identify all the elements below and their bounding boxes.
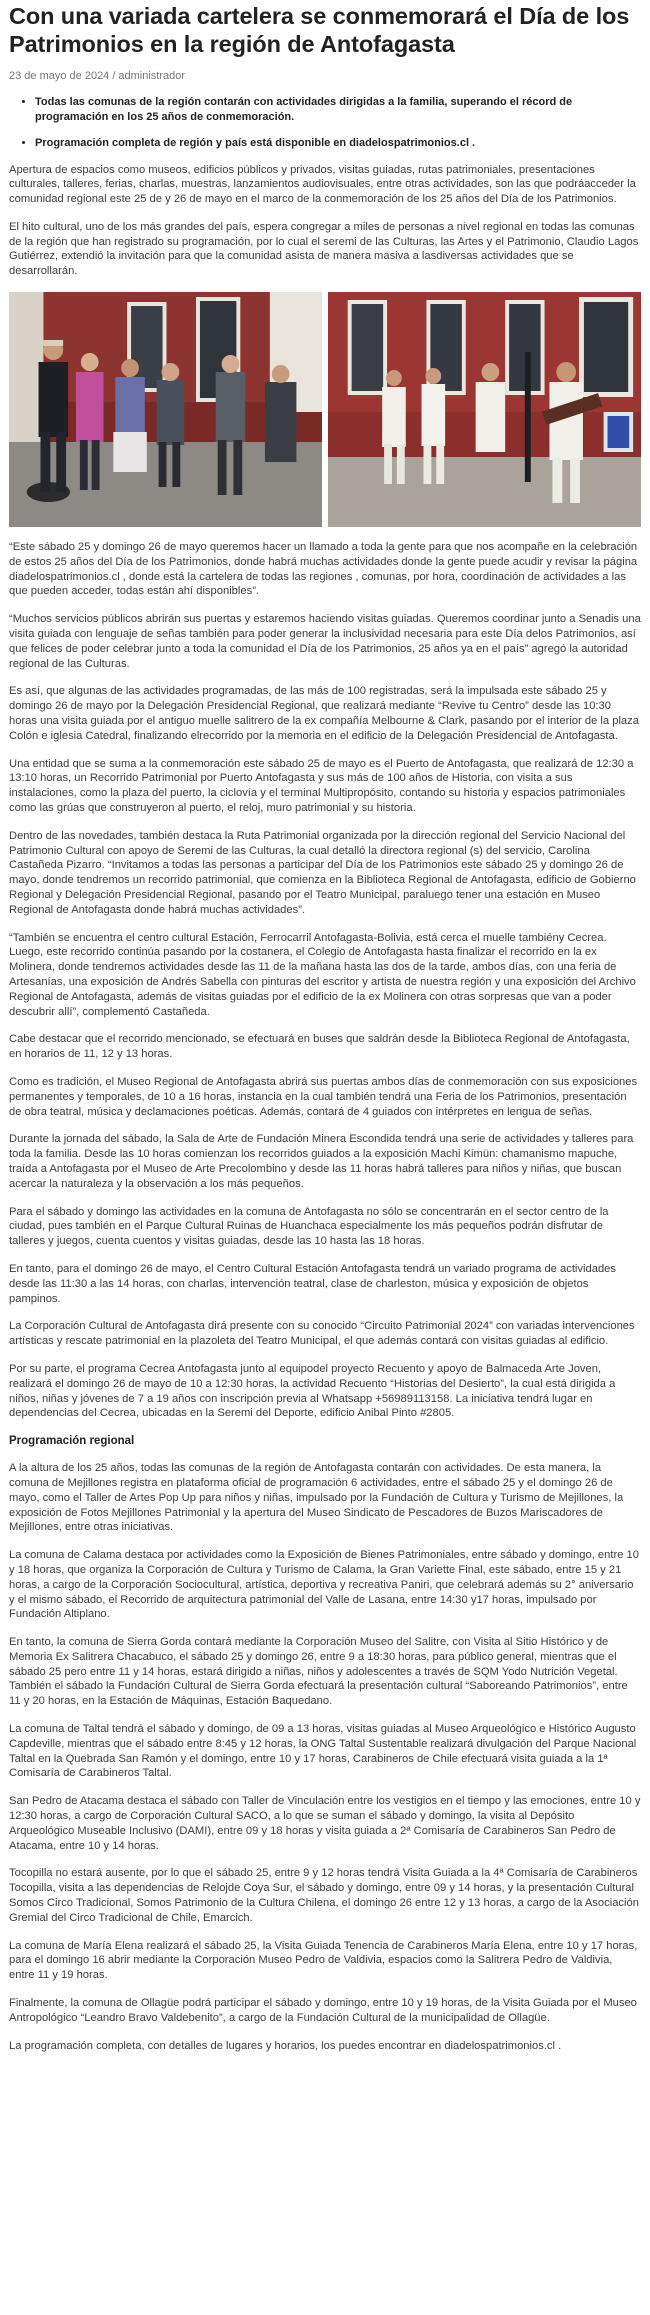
section-heading: Programación regional <box>9 1435 135 1448</box>
paragraph: “Este sábado 25 y domingo 26 de mayo queremos hacer un llamado a toda la gente para que nos acompañe en la celebración de estos 25 años del Día de los Patrimonios, donde habrá muchas actividades donde la gente puede acudir y revisar la página diadelospatrimonios.cl , donde está la cartelera de todas las regiones , comunas, por hora, coordinación de actividades a las que pueden acceder, todas están ahí disponibles”. <box>9 541 638 598</box>
dancers-photo[interactable] <box>9 292 322 527</box>
paragraph: El hito cultural, uno de los más grandes del país, espera congregar a miles de personas a nivel regional en todas las comunas de la región que han registrado su programación, por lo cual el seremi de las Culturas, las Artes y el Patrimonio, Claudio Lagos Gutiérrez, extendió la invitación para que la comunidad asista de manera masiva a lasdiversas actividades que se desarrollarán. <box>9 220 639 278</box>
paragraph: En tanto, para el domingo 26 de mayo, el Centro Cultural Estación Antofagasta tendrá un variado programa de actividades desde las 11:30 a las 14 horas, con charlas, intervención teatral, clase de charleston, música y exposición de objetos pampinos. <box>9 1262 616 1305</box>
paragraph: “También se encuentra el centro cultural Estación, Ferrocarril Antofagasta-Bolivia, está cerca el muelle tambiény Cecrea. Luego, este recorrido continúa pasando por la costanera, el Colegio de Antofagasta hasta finalizar el recorrido en la ex Molinera, donde tendremos actividades desde las 11 de la mañana hasta las dos de la tarde, ambos días, con una feria de Artesanías, una exposición de Andrés Sabella con pinturas del escritor y artista de nuestra región y una exposición del Archivo Regional de Antofagasta, además de visitas guiadas por el edificio de la ex Molinera con otras sorpresas que van a poder descubrir allí”, complementó Castañeda. <box>9 931 636 1018</box>
paragraph: Por su parte, el programa Cecrea Antofagasta junto al equipodel proyecto Recuento y apoyo de Balmaceda Arte Joven, realizará el domingo 26 de mayo de 10 a 12:30 horas, la actividad Recuento “Historias del Desierto”, la cual está dirigida a niños, niñas y jóvenes de 7 a 19 años con inscripción previa al Whatsapp +56989113158. La iniciativa tendrá lugar en dependencias del Cecrea, ubicadas en la Seremi del Deporte, edificio Anibal Pinto #2805. <box>9 1362 616 1420</box>
photo-gallery <box>9 292 641 527</box>
article-title: Con una variada cartelera se conmemorará el Día de los Patrimonios en la región de Antofagasta <box>9 3 630 57</box>
paragraph: “Muchos servicios públicos abrirán sus puertas y estaremos haciendo visitas guiadas. Queremos coordinar junto a Senadis una visita guiada con lenguaje de señas también para poder generar la inclusividad necesaria para este Día delos Patrimonios, así que felices de poder celebrar junto a toda la comunidad el Día de los Patrimonios, 25 años ya en el país” agregó la autoridad regional de las Culturas. <box>9 613 641 670</box>
dancers-photo-image <box>9 292 322 527</box>
paragraph: Apertura de espacios como museos, edificios públicos y privados, visitas guiadas, rutas patrimoniales, presentaciones culturales, talleres, ferias, charlas, muestras, lanzamientos audiovisuales, entre otras actividades, son las que podráacceder la comunidad regional este 25 de y 26 de mayo en el marco de la conmemoración de los 25 años del Día de los Patrimonios. <box>9 163 636 206</box>
paragraph: Finalmente, la comuna de Ollagüe podrá participar el sábado y domingo, entre 10 y 19 horas, de la Visita Guiada por el Museo Antropológico “Leandro Bravo Valdebenito”, a cargo de la Fundación Cultural de la municipalidad de Ollagüe. <box>9 1997 637 2024</box>
highlight-item: • Programación completa de región y país está disponible en diadelospatrimonios.cl . <box>35 136 641 151</box>
paragraph: Es así, que algunas de las actividades programadas, de las más de 100 registradas, será la impulsada este sábado 25 y domingo 26 de mayo por la Delegación Presidencial Regional, que realizará mediante “Revive tu Centro” desde las 10:30 horas una visita guiada por el antiguo muelle salitrero de la ex compañía Melbourne & Clark, pasando por el interior de la plaza Colón e iglesia Catedral, finalizando elrecorrido por la memoria en el edificio de la Delegación Presidencial de Antofagasta. <box>9 685 639 742</box>
article-date: 23 de mayo de 2024 <box>9 70 110 82</box>
regional-section <box>9 1461 641 2053</box>
paragraph: La comuna de Taltal tendrá el sábado y domingo, de 09 a 13 horas, visitas guiadas al Museo Arqueológico e Histórico Augusto Capdeville, mientras que el sábado entre 8:45 y 12 horas, la ONG Taltal Sustentable realizará divulgación del Parque Nacional Taltal en la Quebrada San Ramón y el domingo, entre 10 y 17 horas, Carabineros de Chile efectuará visita guiada a la 1ª Comisaría de Carabineros Taltal. <box>9 1723 637 1780</box>
paragraph: Una entidad que se suma a la conmemoración este sábado 25 de mayo es el Puerto de Antofagasta, que realizará de 12:30 a 13:10 horas, un Recorrido Patrimonial por Puerto Antofagasta y sus más de 100 años de Historia, con visita a sus instalaciones, como la plaza del puerto, la ciclovía y el terminal Multipropósito, contando su historia y espacios patrimoniales como las grúas que construyeron al puerto, el reloj, muro patrimonial y su historia. <box>9 757 634 815</box>
article-meta <box>9 69 641 83</box>
paragraph: En tanto, la comuna de Sierra Gorda contará mediante la Corporación Museo del Salitre, con Visita al Sitio Histórico y de Memoria Ex Salitrera Chacabuco, el sábado 25 y domingo 26, entre 9 a 18:30 horas, para público general, mientras que el sábado 25 pero entre 11 y 14 horas, estará dirigido a niñas, niños y adolescentes a través de SQM Yodo Nutrición Vegetal. También el sábado la Fundación Cultural de Sierra Gorda efectuará la presentación cultural “Saboreando Patrimonios”, entre 11 y 20 horas, en la Estación de Máquinas, Estación Baquedano. <box>9 1636 628 1708</box>
paragraph: Cabe destacar que el recorrido mencionado, se efectuará en buses que saldrán desde la Biblioteca Regional de Antofagasta, en horarios de 11, 12 y 13 horas. <box>9 1033 630 1061</box>
meta-separator: / <box>112 70 116 82</box>
paragraph: Durante la jornada del sábado, la Sala de Arte de Fundación Minera Escondida tendrá una serie de actividades y talleres para toda la familia. Desde las 10 horas comienzan los recorridos guiados a la exposición Machi Kimün: chamanismo mapuche, traída a Antofagasta por el Museo de Arte Precolombino y desde las 11 horas habrá talleres para niños y niñas, que buscan acercar la naturaleza y la observación a los más pequeños. <box>9 1133 634 1190</box>
paragraph: La comuna de Calama destaca por actividades como la Exposición de Bienes Patrimoniales, entre sábado y domingo, entre 10 y 18 horas, que organiza la Corporación de Cultura y Turismo de Calama, la Gran Variette Final, este sábado, entre 15 y 21 horas, a cargo de la Corporación Sociocultural, artística, deportiva y recreativa Paniri, que celebrará además su 2° aniversario y el mismo sábado, el Recorrido de arquitectura patrimonial del Valle de Lasana, entre 14:30 y17 horas, impulsado por Fundación Altiplano. <box>9 1549 639 1621</box>
paragraph: La comuna de María Elena realizará el sábado 25, la Visita Guiada Tenencia de Carabineros María Elena, entre 10 y 17 horas, para el domingo 16 abrir mediante la Corporación Museo Pedro de Valdivia, espacios como la Salitrera Pedro de Valdivia, entre 11 y 19 horas. <box>9 1939 638 1982</box>
paragraph: Tocopilla no estará ausente, por lo que el sábado 25, entre 9 y 12 horas tendrá Visita Guiada a la 4ª Comisaría de Carabineros Tocopilla, visita a las dependencias de Relojde Coya Sur, el sábado y domingo, entre 09 y 14 horas, y la presentación Cultural Somos Circo Tradicional, Somos Patrimonio de la Cultura Chilena, el domingo 26 entre 12 y 13 horas, a cargo de la Asociación Gremial del Circo Tradicional de Chile, Emarcich. <box>9 1867 639 1924</box>
paragraph: La programación completa, con detalles de lugares y horarios, los puedes encontrar en diadelospatrimonios.cl . <box>9 2039 562 2052</box>
paragraph: A la altura de los 25 años, todas las comunas de la región de Antofagasta contarán con actividades. De esta manera, la comuna de Mejillones registra en plataforma oficial de programación 6 actividades, entre el sábado 25 y el domingo 26 de mayo, como el Taller de Artes Pop Up para niños y niñas, impulsado por la Fundación de Cultura y Turismo de Mejillones, la exposición de Fotos Mejillones Patrimonial y la apertura del Museo Sindicato de Pescadores de Buzos Mariscadores de Mejillones, entre otras iniciativas. <box>9 1462 624 1534</box>
band-photo[interactable] <box>328 292 641 527</box>
paragraph: Dentro de las novedades, también destaca la Ruta Patrimonial organizada por la dirección regional del Servicio Nacional del Patrimonio Cultural con apoyo de Seremi de las Culturas, la cual detalló la directora regional (s) del servicio, Carolina Castañeda Pizarro. “Invitamos a todas las personas a participar del Día de los Patrimonios este sábado 25 y domingo 26 de mayo, donde tendremos un recorrido patrimonial, que comienza en la Biblioteca Regional de Antofagasta, edificio de Gobierno Regional y Delegación Presidencial Regional, pasando por el Teatro Municipal, paraluego tener una estación en Museo Regional de Antofagasta donde habrá muchas actividades”. <box>9 829 636 916</box>
band-photo-image <box>328 292 641 527</box>
intro-section <box>9 163 641 280</box>
article-author[interactable]: administrador <box>118 70 186 82</box>
paragraph: Como es tradición, el Museo Regional de Antofagasta abrirá sus puertas ambos días de conmemoración con sus exposiciones permanentes y temporales, de 10 a 16 horas, instancia en la cual también tendrá una Feria de los Patrimonios, presentación de obra teatral, música y declamaciones poéticas. Además, contará de 4 guiados con intérpretes en lengua de señas. <box>9 1075 638 1118</box>
highlight-item: • Todas las comunas de la región contarán con actividades dirigidas a la familia, superando el récord de programación en los 25 años de conmemoración. <box>35 95 641 124</box>
paragraph: Para el sábado y domingo las actividades en la comuna de Antofagasta no sólo se concentrarán en el sector centro de la ciudad, pues también en el Parque Cultural Ruinas de Huanchaca especialmente los más pequeños podrán disfrutar de talleres y juegos, cuenta cuentos y visitas guiadas, desde las 10 hasta las 18 horas. <box>9 1205 609 1248</box>
article-body <box>9 540 641 1421</box>
paragraph: La Corporación Cultural de Antofagasta dirá presente con su conocido “Circuito Patrimonial 2024” con variadas intervenciones artísticas y rescate patrimonial en la plazoleta del Teatro Municipal, el que además contará con visitas guiadas al edificio. <box>9 1320 635 1348</box>
highlights-list <box>9 95 641 151</box>
paragraph: San Pedro de Atacama destaca el sábado con Taller de Vinculación entre los vestigios en el tiempo y las emociones, entre 10 y 12:30 horas, a cargo de Corporación Cultural SACO, a lo que se suman el sábado y domingo, la visita al Depósito Arqueológico Museable Inclusivo (DAMI), entre 09 y 18 horas y visita guiada a 2ª Comisaría de Carabineros San Pedro de Atacama, entre 10 y 14 horas. <box>9 1795 641 1852</box>
